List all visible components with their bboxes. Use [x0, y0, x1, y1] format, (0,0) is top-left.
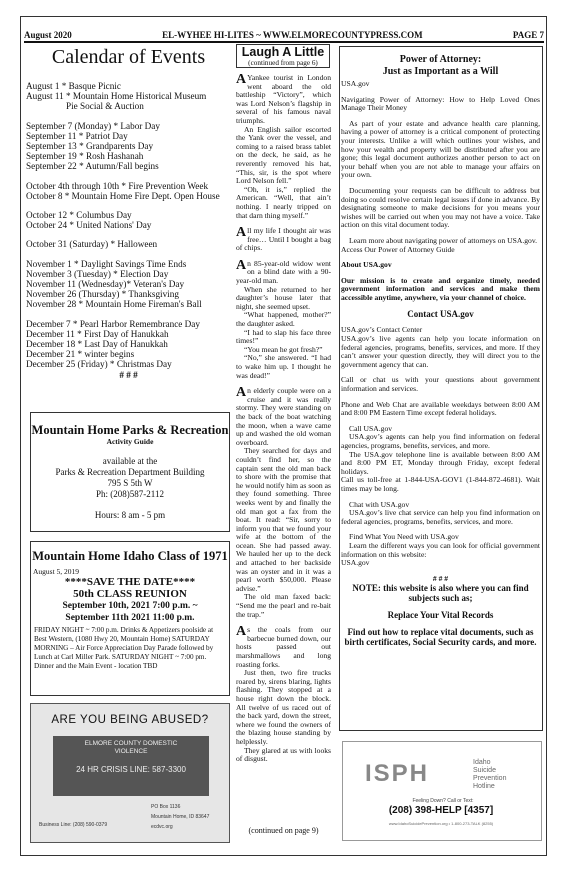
laugh-paragraph: As the coals from our barbecue burned down, our hosts passed out marshmallows and long roasting forks.: [236, 624, 331, 669]
isph-org-line: Hotline: [473, 783, 495, 790]
laugh-paragraph: They glared at us with looks of disgust.: [236, 745, 331, 764]
parks-line: available at the: [102, 456, 158, 466]
reunion-heading: 50th CLASS REUNION: [73, 588, 187, 600]
poa-paragraph: USA.gov: [341, 79, 370, 88]
class-reunion-box: [30, 541, 230, 696]
calendar-entry: December 21 * winter begins: [26, 349, 135, 360]
calendar-entry: August 11 * Mountain Home Historical Museum: [26, 91, 207, 102]
laugh-paragraph: An 85-year-old widow went on a blind date with a 90-year-old man.: [236, 257, 331, 286]
poa-paragraph: Our mission is to create and organize timely, needed government information and services and make them accessible anytime, anywhere, via your channel of choice.: [341, 275, 540, 302]
reunion-dates: September 10th, 2021 7:00 p.m. ~: [62, 601, 198, 611]
calendar-entry: November 28 * Mountain Home Fireman's Ball: [26, 299, 202, 310]
calendar-list: [26, 81, 231, 380]
poa-title-line: Power of Attorney:: [399, 54, 482, 65]
isph-org-line: Prevention: [473, 775, 507, 782]
power-of-attorney-article: [341, 54, 540, 647]
calendar-entry: September 7 (Monday) * Labor Day: [26, 120, 160, 131]
isph-number: (208) 398-HELP [4357]: [388, 805, 494, 816]
calendar-entry: December 11 * First Day of Hanukkah: [26, 328, 169, 339]
calendar-entry: October 12 * Columbus Day: [26, 210, 132, 221]
poa-paragraph: USA.gov: [341, 558, 370, 568]
parks-address: 795 S 5th W: [107, 478, 153, 488]
laugh-article: [236, 74, 331, 764]
calendar-entry: September 22 * Autumn/Fall begins: [26, 161, 159, 172]
domestic-violence-ad: [30, 703, 230, 843]
isph-url: www.IdahoSuicidePrevention.org • 1-800-273-TALK (8255): [388, 821, 494, 826]
poa-paragraph: USA.gov’s Contact Center: [341, 325, 423, 335]
abuse-po: PO Box 1136: [151, 804, 181, 810]
calendar-entry: November 1 * Daylight Savings Time Ends: [26, 258, 187, 269]
parks-rec-box: [30, 412, 230, 532]
poa-paragraph: Call us toll-free at 1-844-USA-GOV1 (1-844-872-4681). Wait times may be long.: [341, 475, 540, 493]
poa-body: [341, 80, 540, 647]
parks-subtitle: Activity Guide: [106, 437, 154, 446]
poa-paragraph: USA.gov’s agents can help you find information on federal agencies, programs, benefits, services, and more.: [341, 432, 540, 450]
drop-cap: A: [236, 385, 247, 401]
laugh-paragraph: A Yankee tourist in London went aboard the old battleship “Victory”, which was Lord Nelson’s flagship in several of his famous naval triumphs.: [236, 74, 331, 125]
isph-org-name: [473, 759, 506, 791]
abuse-hotline: 24 HR CRISIS LINE: 587-3300: [76, 765, 186, 774]
laugh-paragraph: “I had to slap his face three times!”: [236, 327, 331, 346]
poa-paragraph: Access Our Power of Attorney Guide: [341, 244, 455, 254]
calendar-section: [26, 46, 231, 380]
poa-paragraph: USA.gov’s live agents can help you locate information on federal agencies, programs, benefits, services, and more. If they can’t answer your question directly, they will direct you to the government agency that can.: [341, 334, 540, 369]
poa-paragraph: Chat with USA.gov: [349, 499, 410, 509]
poa-paragraph: Find What You Need with USA.gov: [349, 532, 459, 542]
laugh-paragraph: “What happened, mother?” the daughter asked.: [236, 310, 331, 329]
save-the-date: ****SAVE THE DATE****: [64, 576, 196, 588]
calendar-title: Calendar of Events: [51, 46, 206, 68]
drop-cap: A: [236, 257, 247, 273]
laugh-paragraph: An elderly couple were on a cruise and it was really stormy. They were standing on the back of the boat watching the moon, when a wave came up and washed the old woman overboard.: [236, 385, 331, 447]
reunion-detail: FRIDAY NIGHT ~ 7:00 p.m. Drinks & Appetizers poolside at Best Western, (1080 Hwy 20, Mountain Home) SATURDAY MORNING – Air Force Appreciation Day Parade followed by Lunch at Carl Miller Park. SATURDAY NIGHT ~ 7:00 pm. Dinner and the Main Event - location TBD: [34, 626, 214, 670]
abuse-business-line: Business Line: (208) 590-0379: [39, 822, 108, 828]
calendar-entry: November 3 (Tuesday) * Election Day: [26, 268, 169, 279]
header-publication: EL-WYHEE HI-LITES ~ WWW.ELMORECOUNTYPRESS.COM: [162, 30, 423, 40]
parks-phone: Ph: (208)587-2112: [96, 489, 164, 499]
poa-paragraph: About USA.gov: [341, 260, 392, 270]
poa-paragraph: Replace Your Vital Records: [387, 610, 494, 621]
calendar-entry: October 4th through 10th * Fire Prevention Week: [26, 180, 209, 191]
calendar-entry: December 25 (Friday) * Christmas Day: [26, 359, 172, 370]
reunion-dates: September 11th 2021 11:00 p.m.: [65, 613, 195, 623]
poa-paragraph: Contact USA.gov: [407, 309, 474, 320]
poa-paragraph: Phone and Web Chat are available weekdays between 8:00 AM and 8:00 PM Eastern Time except federal holidays.: [341, 399, 540, 418]
isph-logo: ISPH: [365, 760, 430, 787]
calendar-entry: August 1 * Basque Picnic: [26, 81, 121, 91]
laugh-paragraph: All my life I thought air was free… Until I bought a bag of chips.: [236, 225, 331, 253]
class-title: Mountain Home Idaho Class of 1971: [32, 549, 228, 563]
calendar-entry: December 18 * Last Day of Hanukkah: [26, 339, 168, 350]
isph-feel: Feeling Down? Call or Text:: [412, 798, 474, 804]
calendar-entry: September 19 * Rosh Hashanah: [26, 151, 144, 162]
header-page-number: PAGE 7: [512, 30, 544, 40]
laugh-paragraph: “Oh, it is,” replied the American. “Well, that ain’t nothing. I nearly tripped on that darn thing myself.”: [236, 184, 331, 220]
calendar-entry: September 11 * Patriot Day: [26, 130, 128, 141]
continued-note: (continued on page 9): [248, 826, 319, 835]
calendar-entry: November 26 (Thursday) * Thanksgiving: [26, 289, 179, 300]
poa-paragraph: Learn the different ways you can look for official government information on this website:: [341, 540, 540, 559]
poa-title-line: Just as Important as a Will: [382, 65, 499, 77]
poa-paragraph: Learn more about navigating power of attorneys on USA.gov.: [349, 235, 538, 245]
laugh-header: [236, 44, 330, 68]
poa-paragraph: The USA.gov telephone line is available between 8:00 AM and 8:00 PM ET, Monday through Friday, except federal holidays.: [341, 449, 540, 476]
poa-paragraph: Call or chat us with your questions about government information and services.: [341, 375, 540, 394]
calendar-entry: Pie Social & Auction: [66, 101, 144, 112]
header-date: August 2020: [24, 30, 72, 40]
laugh-subtitle: (continued from page 6): [248, 59, 318, 67]
laugh-paragraph: “You mean he got fresh?”: [244, 344, 323, 354]
calendar-end-mark: # # #: [119, 369, 138, 380]
abuse-city: Mountain Home, ID 83647: [151, 814, 210, 820]
poa-paragraph: As part of your estate and advance health care planning, having a power of attorney is a critical component of protecting your interests. Unlike a will which outlines your wishes, and how your wealth and property will be distributed after you are gone; this legal document authorizes another person to act on your behalf when you are not able to manage your affairs on your own.: [341, 118, 540, 180]
abuse-title: ARE YOU BEING ABUSED?: [51, 714, 209, 726]
header-rule: [24, 41, 544, 43]
drop-cap: A: [236, 74, 247, 87]
laugh-title: Laugh A Little: [241, 45, 325, 59]
poa-paragraph: USA.gov’s live chat service can help you find information on federal agencies, programs, benefits, services, and more.: [341, 508, 540, 526]
calendar-entry: October 8 * Mountain Home Fire Dept. Open House: [26, 190, 220, 201]
calendar-entry: October 24 * United Nations' Day: [26, 220, 152, 231]
calendar-entry: December 7 * Pearl Harbor Remembrance Day: [26, 318, 200, 329]
isph-org-line: Idaho: [473, 759, 491, 766]
laugh-paragraph: An English sailor escorted the Yank over the vessel, and coming to a raised brass tablet on the deck, he said, as he reverently removed his hat, “This, sir, is the spot where Lord Nelson fell.”: [236, 124, 331, 186]
laugh-paragraph: “No,” she answered. “I had to wake him up. I thought he was dead!”: [236, 353, 331, 380]
laugh-paragraph: Just then, two fire trucks roared by, sirens blaring, lights flashing. They stopped at a house right down the block. All twelve of us raced out of the back yard, down the street, where we found the owners of the blazing house standing by helplessly.: [236, 668, 331, 746]
abuse-banner: [53, 736, 209, 796]
calendar-entry: November 11 (Wednesday)* Veteran's Day: [26, 279, 185, 290]
poa-paragraph: Navigating Power of Attorney: How to Help Loved Ones Manage Their Money: [341, 94, 540, 113]
poa-paragraph: Documenting your requests can be difficult to address but doing so could resolve certain legal issues if done in advance. By designating someone to make decisions for you means your wishes will be carried out when you may not have a voice. Take action on this vital document today.: [341, 185, 540, 230]
drop-cap: A: [236, 624, 247, 640]
laugh-paragraph: They searched for days and couldn’t find her, so the captain sent the old man back to shore with the promise that he would notify him as soon as they found something. Three weeks went by and finally the old man got a fax from the boat. It read: “Sir, sorry to inform you that we found your wife at the bottom of the ocean. She had passed away. We hauled her up to the deck and attached to her backside was an oyster and in it was a pearl worth $50,000. Please advise.”: [236, 446, 331, 593]
poa-paragraph: Find out how to replace vital documents, such as birth certificates, Social Security cards, and more.: [344, 627, 537, 648]
parks-hours: Hours: 8 am - 5 pm: [94, 510, 166, 520]
poa-paragraph: NOTE: this website is also where you can find subjects such as;: [352, 583, 529, 604]
poa-paragraph: # # #: [432, 573, 449, 583]
isph-ad: [342, 741, 542, 841]
parks-line: Parks & Recreation Department Building: [55, 467, 205, 477]
laugh-paragraph: The old man faxed back: “Send me the pearl and re-bait the trap.”: [236, 592, 331, 619]
abuse-org: ELMORE COUNTY DOMESTIC: [84, 740, 178, 747]
poa-title: [341, 54, 540, 77]
abuse-org: VIOLENCE: [114, 748, 148, 755]
page-header: [24, 30, 544, 40]
calendar-entry: September 13 * Grandparents Day: [26, 141, 154, 152]
abuse-web: ecdvc.org: [151, 824, 173, 830]
parks-title: Mountain Home Parks & Recreation: [31, 423, 229, 437]
drop-cap: A: [236, 225, 247, 241]
laugh-paragraph: When she returned to her daughter’s house later that night, she seemed upset.: [236, 284, 331, 311]
class-date: August 5, 2019: [33, 567, 80, 576]
calendar-entry: October 31 (Saturday) * Halloween: [26, 239, 158, 250]
isph-org-line: Suicide: [473, 767, 496, 774]
poa-paragraph: Call USA.gov: [349, 423, 393, 433]
